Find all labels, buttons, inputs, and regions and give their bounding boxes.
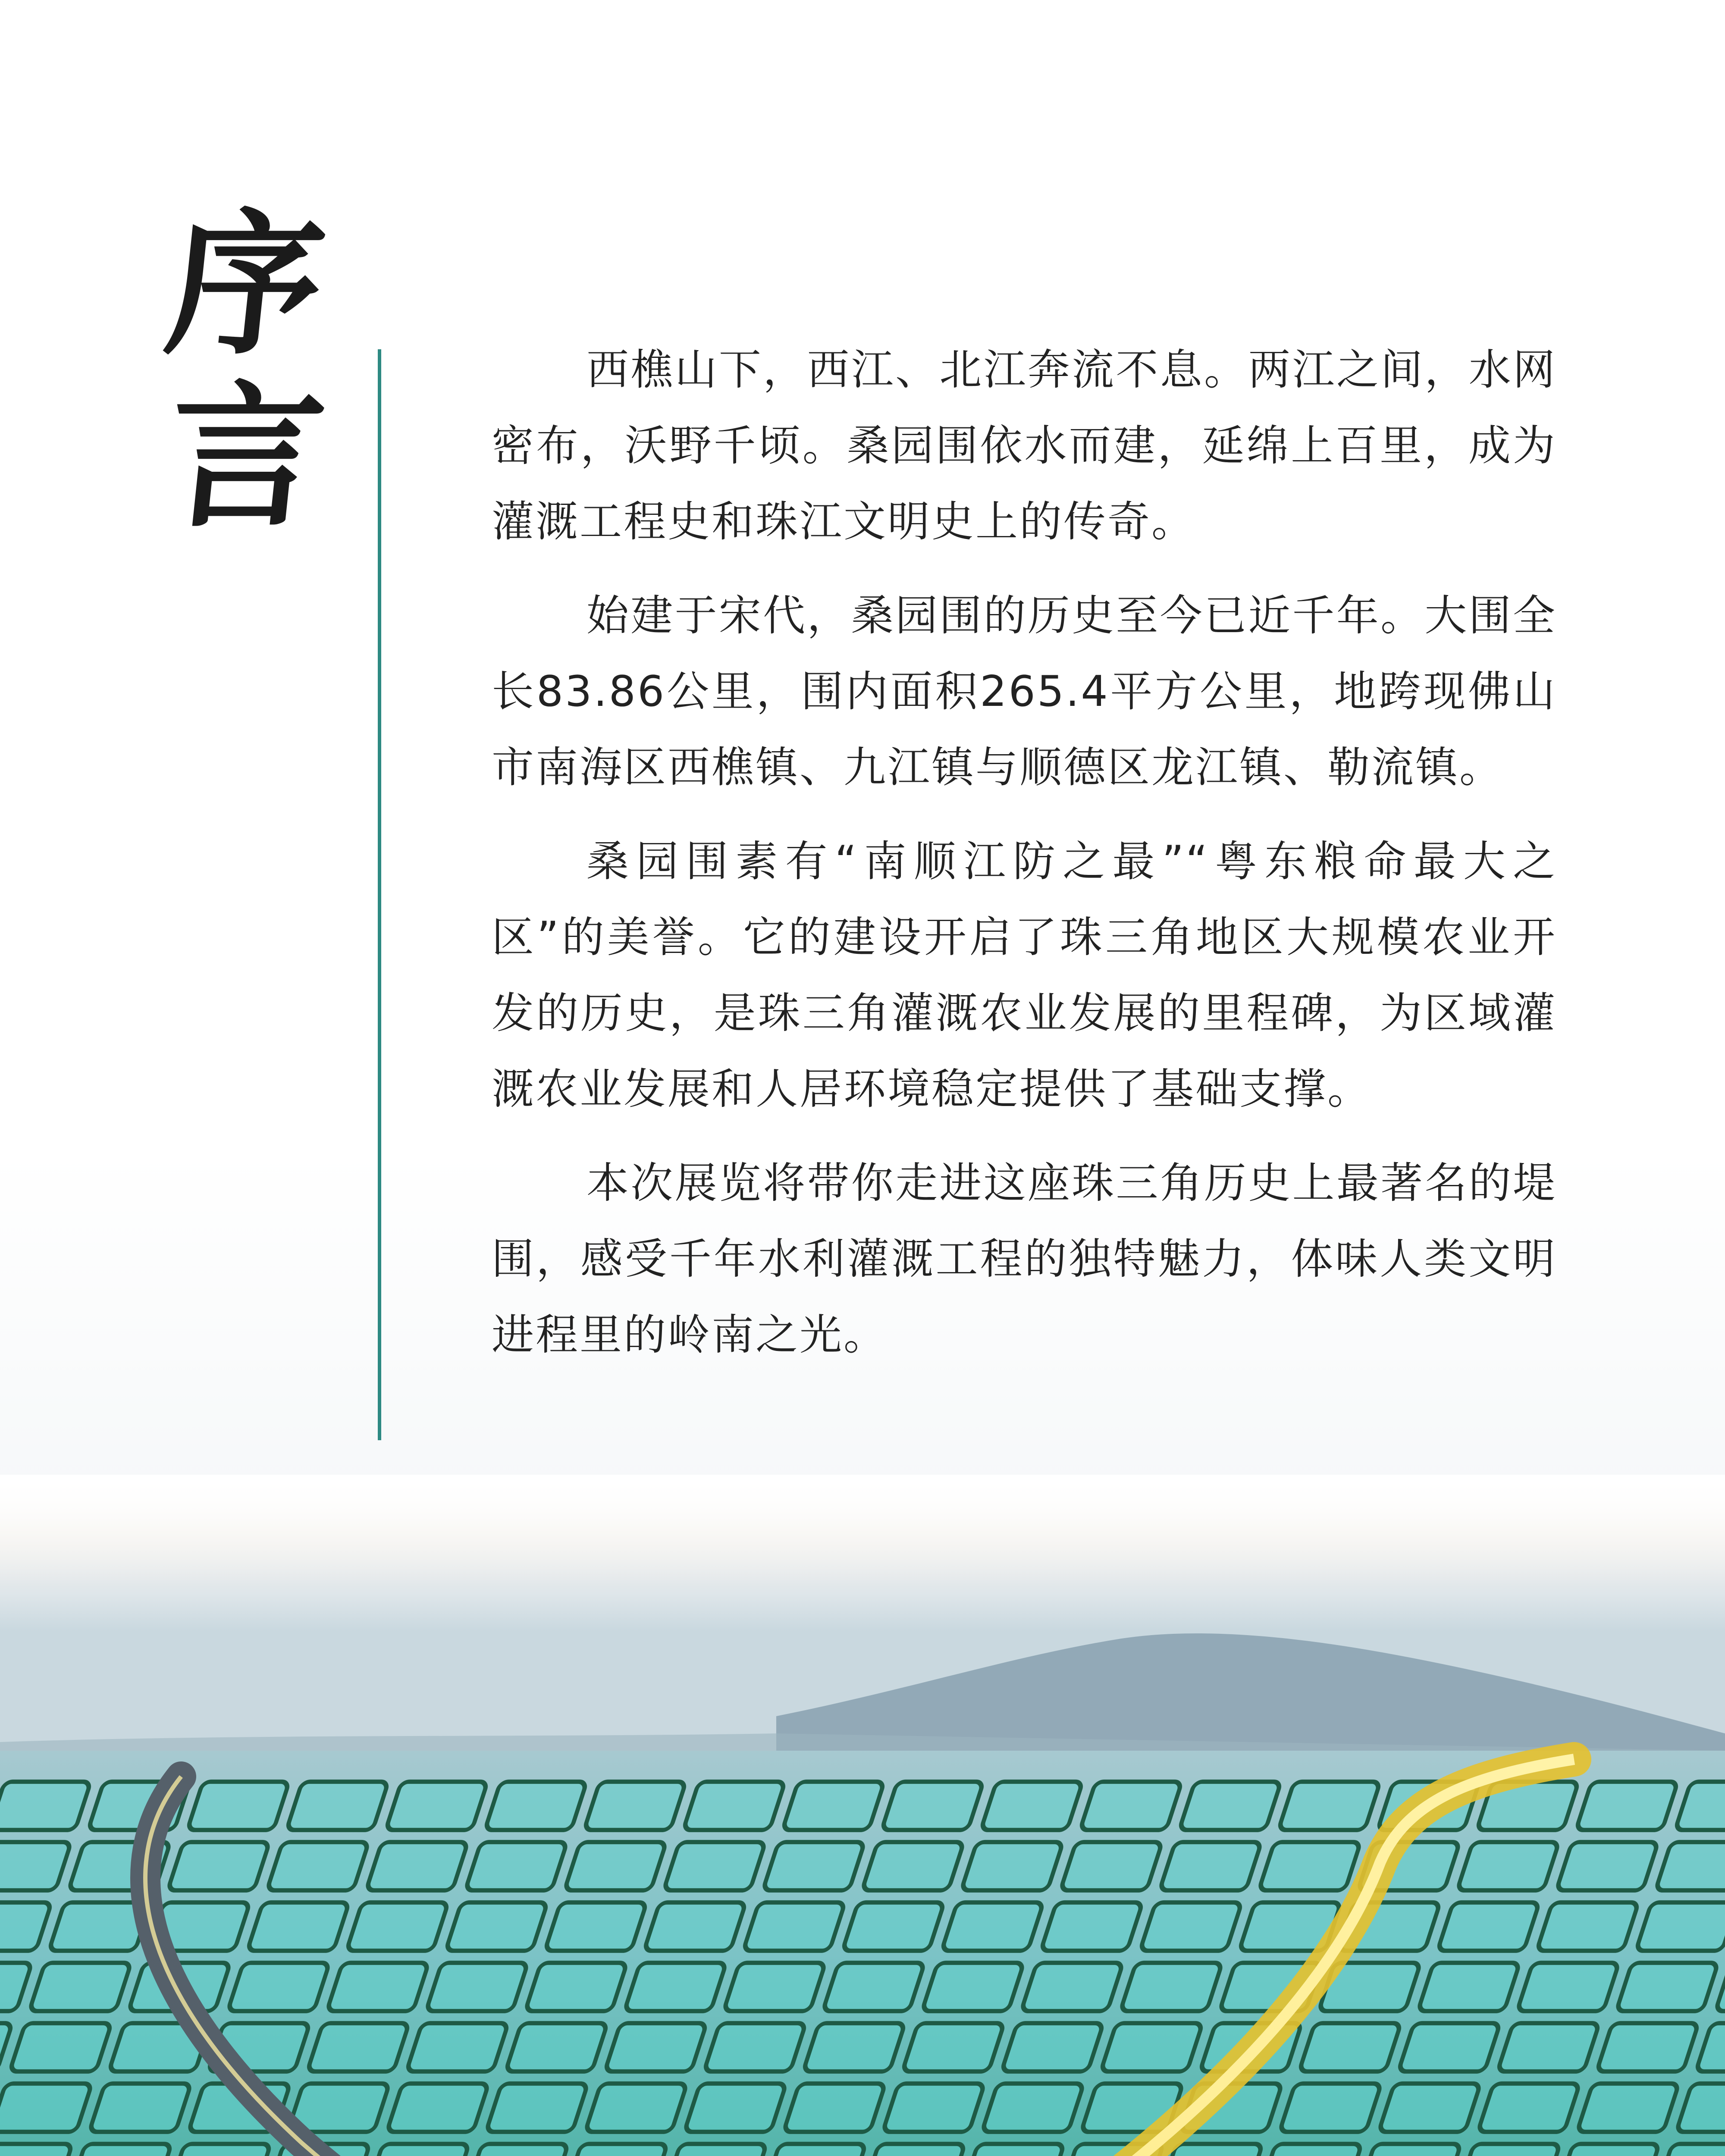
preface-body (492, 332, 1557, 1391)
paragraph-2: 始建于宋代，桑园围的历史至今已近千年。大围全长83.86公里，围内面积265.4平方公里，地跨现佛山市南海区西樵镇、九江镇与顺德区龙江镇、勒流镇。 (492, 591, 1557, 792)
page-title (155, 193, 336, 548)
title-char-2: 言 (158, 366, 333, 548)
paragraph-1: 西樵山下，西江、北江奔流不息。两江之间，水网密布，沃野千顷。桑园围依水而建，延绵上百里，成为灌溉工程史和珠江文明史上的传奇。 (492, 345, 1557, 546)
title-char-1: 序 (158, 193, 333, 376)
vertical-divider (378, 349, 381, 1440)
paragraph-4: 本次展览将带你走进这座珠三角历史上最著名的堤围，感受千年水利灌溉工程的独特魅力，体味人类文明进程里的岭南之光。 (492, 1159, 1557, 1360)
aerial-landscape-image (0, 1475, 1725, 2156)
paragraph-3: 桑园围素有“南顺江防之最”“粤东粮命最大之区”的美誉。它的建设开启了珠三角地区大规模农业开发的历史，是珠三角灌溉农业发展的里程碑，为区域灌溉农业发展和人居环境稳定提供了基础支撑。 (492, 837, 1557, 1114)
